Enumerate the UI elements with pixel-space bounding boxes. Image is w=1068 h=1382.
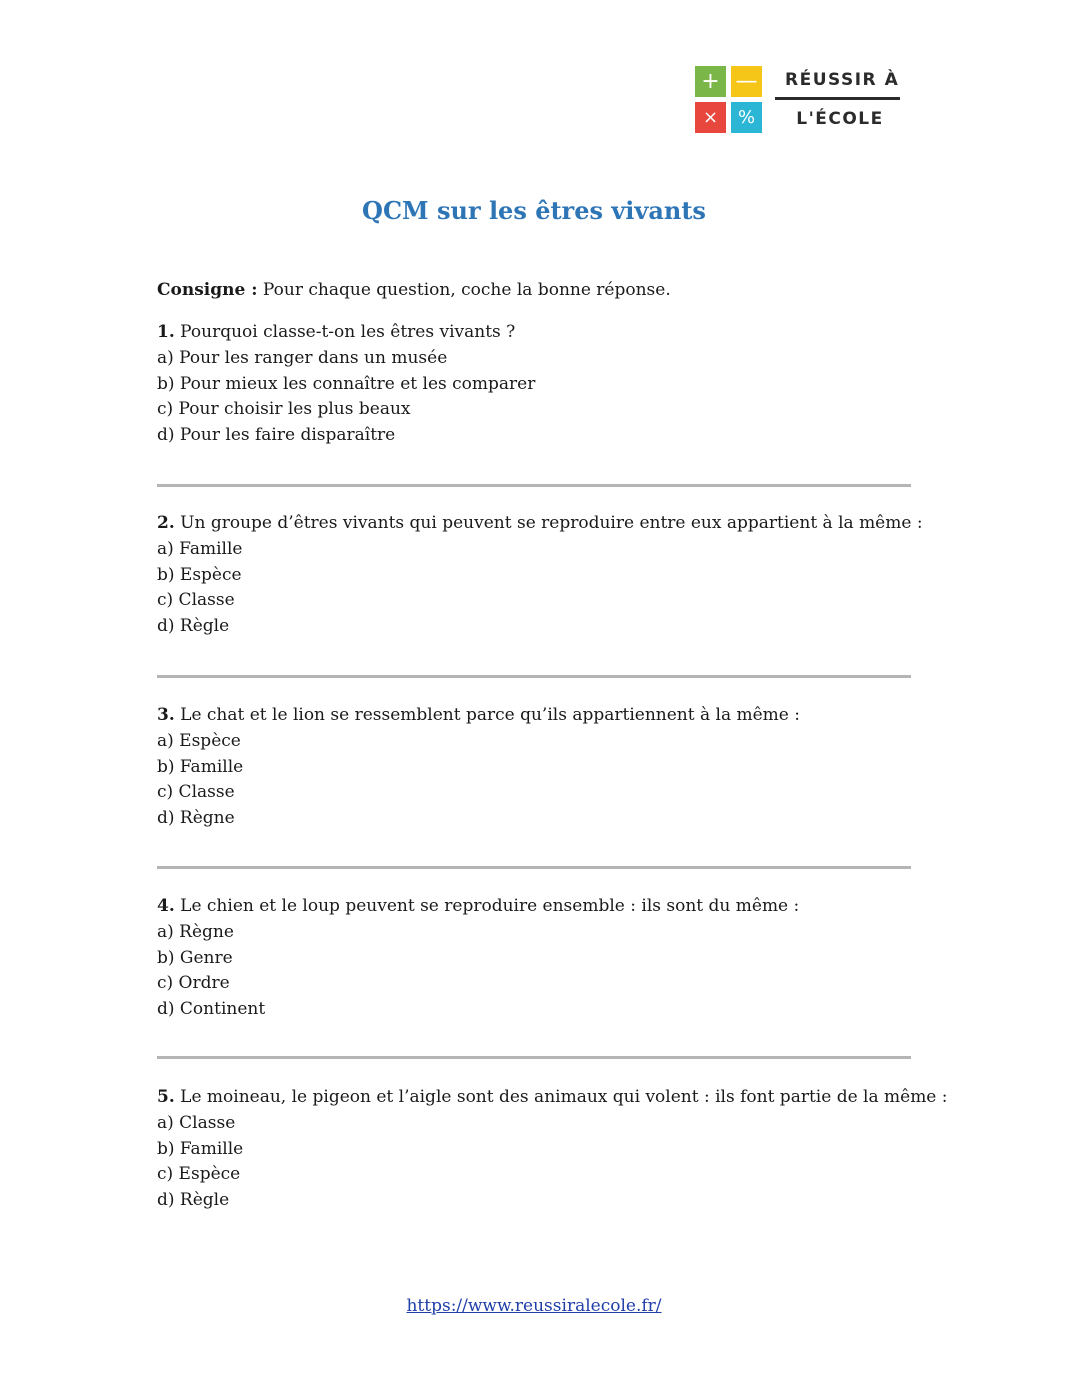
question-separator <box>157 866 911 869</box>
footer <box>0 1296 1068 1316</box>
question-separator <box>157 484 911 487</box>
question-prompt: Un groupe d’êtres vivants qui peuvent se reproduire entre eux appartient à la même : <box>174 513 923 533</box>
question-prompt: Le chien et le loup peuvent se reproduire ensemble : ils sont du même : <box>174 896 800 916</box>
times-icon: × <box>695 102 726 133</box>
question-number: 1. <box>157 322 175 342</box>
question-separator <box>157 675 911 678</box>
page-title: QCM sur les êtres vivants <box>362 196 706 225</box>
answer-option-a[interactable]: a) Famille <box>157 538 243 559</box>
instruction <box>157 278 671 302</box>
brand-logo <box>695 66 905 134</box>
answer-option-d[interactable]: d) Continent <box>157 999 266 1020</box>
question-text <box>157 1085 948 1111</box>
brand-divider <box>775 97 900 100</box>
brand-name-line1: RÉUSSIR À <box>785 70 900 90</box>
answer-option-c[interactable]: c) Ordre <box>157 973 230 994</box>
answer-option-b[interactable]: b) Genre <box>157 947 233 968</box>
question-text <box>157 320 917 346</box>
answer-option-a[interactable]: a) Règne <box>157 921 234 942</box>
question-5 <box>157 1085 948 1214</box>
question-text <box>157 703 917 729</box>
question-number: 5. <box>157 1087 175 1107</box>
answer-option-a[interactable]: a) Espèce <box>157 730 241 751</box>
question-number: 2. <box>157 513 175 533</box>
question-text <box>157 894 917 920</box>
minus-icon: — <box>731 66 762 97</box>
answer-option-c[interactable]: c) Classe <box>157 590 235 611</box>
answer-option-c[interactable]: c) Pour choisir les plus beaux <box>157 399 411 420</box>
question-2 <box>157 511 923 640</box>
question-separator <box>157 1056 911 1059</box>
plus-icon: + <box>695 66 726 97</box>
answer-option-a[interactable]: a) Classe <box>157 1112 236 1133</box>
question-3 <box>157 703 917 832</box>
question-1 <box>157 320 917 449</box>
brand-name-line2: L'ÉCOLE <box>796 109 884 129</box>
answer-option-d[interactable]: d) Règle <box>157 1190 230 1211</box>
answer-option-d[interactable]: d) Règne <box>157 808 235 829</box>
question-number: 4. <box>157 896 175 916</box>
answer-option-a[interactable]: a) Pour les ranger dans un musée <box>157 347 448 368</box>
website-link[interactable]: https://www.reussiralecole.fr/ <box>406 1296 662 1316</box>
question-number: 3. <box>157 705 175 725</box>
answer-option-d[interactable]: d) Règle <box>157 616 230 637</box>
percent-icon: % <box>731 102 762 133</box>
answer-option-c[interactable]: c) Espèce <box>157 1164 241 1185</box>
question-prompt: Le moineau, le pigeon et l’aigle sont des animaux qui volent : ils font partie de la même : <box>174 1087 948 1107</box>
question-text <box>157 511 923 537</box>
instruction-label: Consigne : <box>157 280 258 300</box>
answer-option-b[interactable]: b) Pour mieux les connaître et les comparer <box>157 373 536 394</box>
instruction-text: Pour chaque question, coche la bonne réponse. <box>257 280 671 300</box>
answer-option-d[interactable]: d) Pour les faire disparaître <box>157 425 396 446</box>
question-prompt: Le chat et le lion se ressemblent parce qu’ils appartiennent à la même : <box>174 705 800 725</box>
question-4 <box>157 894 917 1023</box>
answer-option-b[interactable]: b) Famille <box>157 756 244 777</box>
answer-option-b[interactable]: b) Espèce <box>157 564 242 585</box>
answer-option-b[interactable]: b) Famille <box>157 1138 244 1159</box>
question-prompt: Pourquoi classe-t-on les êtres vivants ? <box>174 322 516 342</box>
answer-option-c[interactable]: c) Classe <box>157 782 235 803</box>
